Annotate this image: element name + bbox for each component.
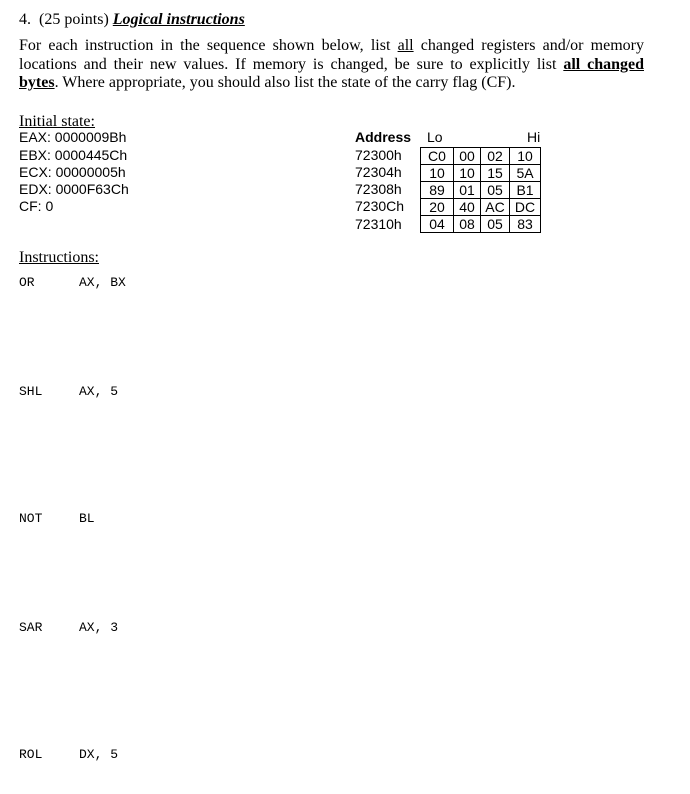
instruction-operands: AX, BX: [79, 275, 126, 290]
carry-flag: CF: 0: [19, 198, 54, 214]
memory-byte: C0: [421, 148, 454, 165]
memory-byte: 10: [510, 148, 541, 165]
instruction-operands: BL: [79, 511, 95, 526]
register-edx: EDX: 0000F63Ch: [19, 181, 129, 197]
memory-byte: 04: [421, 216, 454, 233]
memory-byte: 89: [421, 182, 454, 199]
question-header: [19, 11, 245, 29]
memory-row: [421, 199, 541, 216]
memory-row: [421, 165, 541, 182]
memory-byte: 83: [510, 216, 541, 233]
memory-lo-header: Lo: [427, 129, 443, 145]
memory-byte: 20: [421, 199, 454, 216]
question-title: Logical instructions: [112, 11, 245, 28]
memory-byte: 05: [481, 216, 510, 233]
instruction-opcode: SAR: [19, 620, 43, 635]
prompt-text-1: For each instruction in the sequence shown below, list: [19, 37, 398, 54]
instruction-opcode: ROL: [19, 747, 43, 762]
memory-byte: 02: [481, 148, 510, 165]
question-number: 4.: [19, 11, 31, 28]
memory-byte: 5A: [510, 165, 541, 182]
prompt-text-2: changed registers and/or memory locations and their new values. If memory is changed, be sure to explicitly list: [19, 37, 645, 73]
memory-row: [421, 148, 541, 165]
memory-byte: 05: [481, 182, 510, 199]
instruction-operands: DX, 5: [79, 747, 119, 762]
prompt-emphasis-all: all: [397, 37, 414, 54]
instruction-operands: AX, 3: [79, 620, 119, 635]
prompt-text-3: . Where appropriate, you should also list the state of the carry flag (CF).: [54, 74, 516, 91]
memory-address: 72300h: [355, 147, 402, 163]
memory-address: 7230Ch: [355, 198, 405, 214]
instruction-operands: AX, 5: [79, 384, 119, 399]
register-ebx: EBX: 0000445Ch: [19, 147, 128, 163]
memory-byte: DC: [510, 199, 541, 216]
prompt-emphasis-all-changed: all changed: [563, 55, 644, 73]
memory-byte: 10: [421, 165, 454, 182]
initial-state-title: Initial state:: [19, 113, 95, 130]
instruction-opcode: SHL: [19, 384, 43, 399]
memory-row: [421, 216, 541, 233]
instruction-opcode: OR: [19, 275, 35, 290]
memory-row: [421, 182, 541, 199]
memory-address: 72308h: [355, 181, 402, 197]
memory-address: 72304h: [355, 164, 402, 180]
register-eax: EAX: 0000009Bh: [19, 129, 127, 145]
memory-byte: 08: [454, 216, 481, 233]
memory-address-header: Address: [355, 129, 412, 145]
prompt-emphasis-bytes: bytes: [19, 74, 55, 91]
memory-byte: 01: [454, 182, 481, 199]
memory-byte: B1: [510, 182, 541, 199]
memory-byte: 00: [454, 148, 481, 165]
memory-table: [420, 147, 541, 233]
memory-hi-header: Hi: [527, 129, 541, 145]
question-prompt: [19, 37, 644, 93]
memory-byte: 10: [454, 165, 481, 182]
memory-byte: AC: [481, 199, 510, 216]
memory-address: 72310h: [355, 216, 402, 232]
instruction-opcode: NOT: [19, 511, 43, 526]
register-ecx: ECX: 00000005h: [19, 164, 126, 180]
question-points: (25 points): [39, 11, 109, 28]
memory-byte: 15: [481, 165, 510, 182]
memory-byte: 40: [454, 199, 481, 216]
instructions-title: Instructions:: [19, 249, 99, 266]
